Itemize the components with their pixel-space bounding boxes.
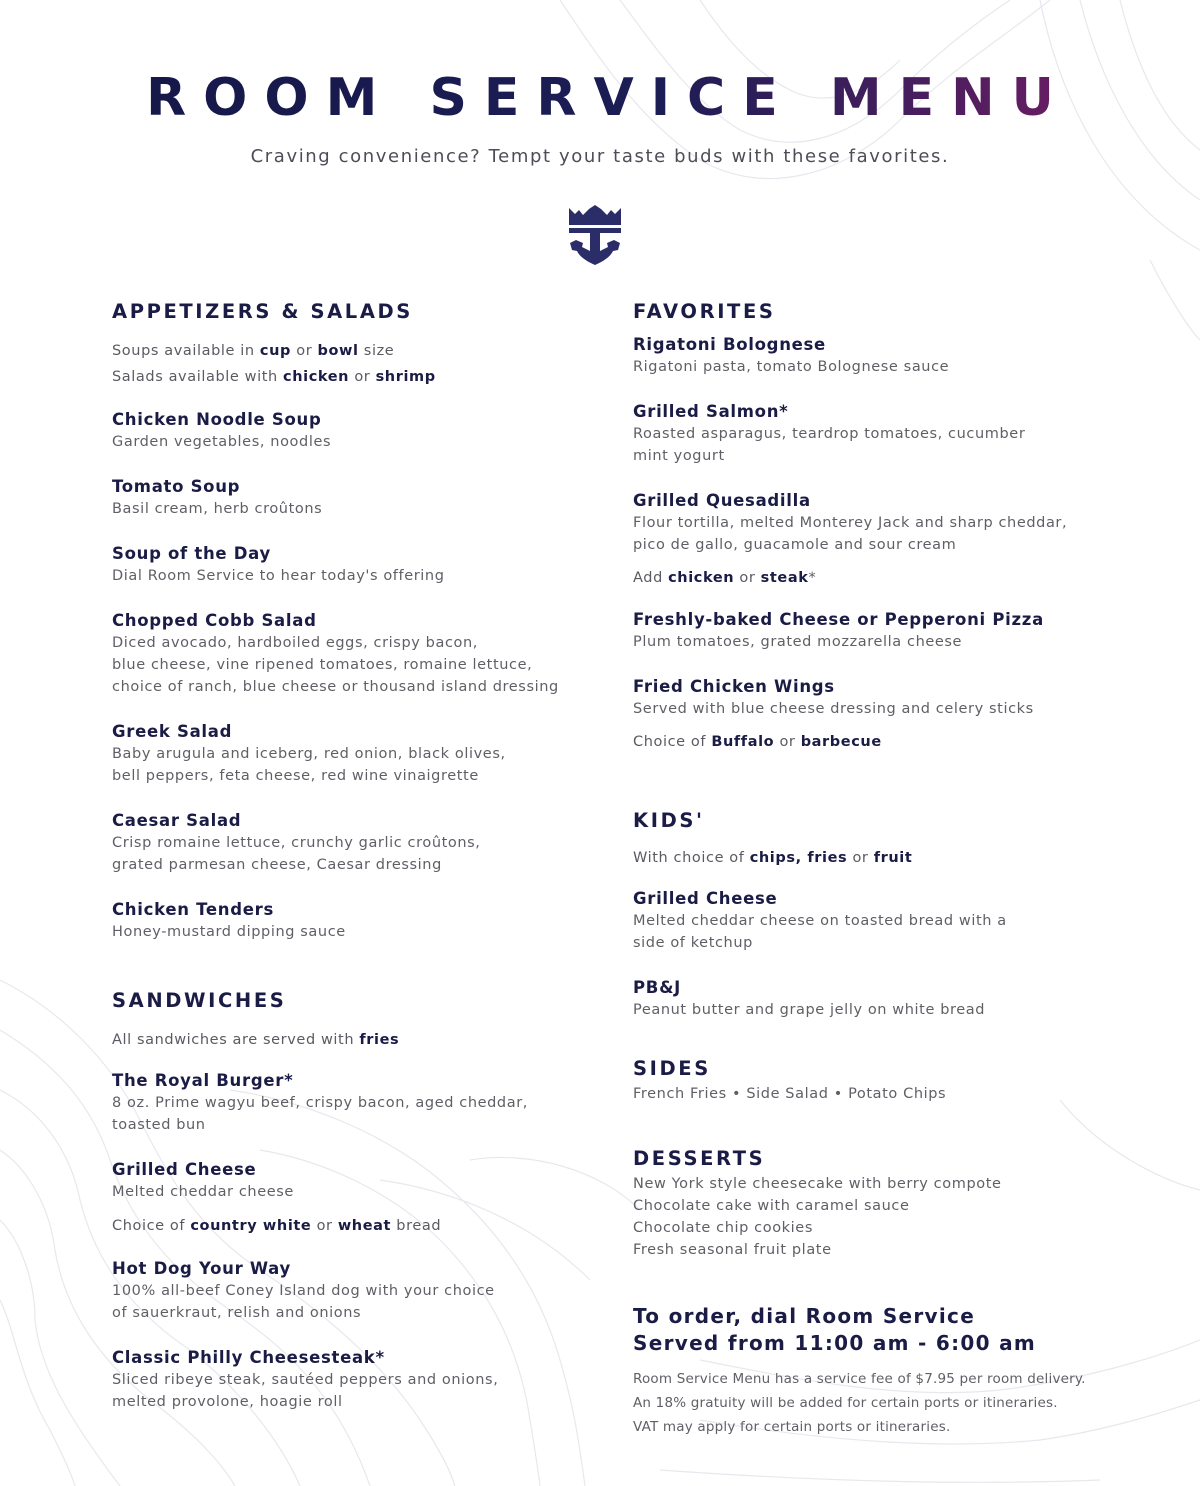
dessert-item: Chocolate cake with caramel sauce: [633, 1198, 910, 1214]
item-description: toasted bun: [112, 1117, 206, 1133]
menu-item: [112, 475, 572, 520]
section-heading: FAVORITES: [633, 300, 776, 323]
item-description: 100% all-beef Coney Island dog with your choice: [112, 1283, 495, 1299]
menu-item: [112, 542, 572, 587]
dessert-item: New York style cheesecake with berry compote: [633, 1176, 1002, 1192]
section-heading: APPETIZERS & SALADS: [112, 300, 413, 323]
item-description: side of ketchup: [633, 935, 753, 951]
gratuity-note: An 18% gratuity will be added for certain ports or itineraries.: [633, 1395, 1058, 1411]
order-instructions: To order, dial Room Service: [633, 1304, 976, 1328]
section-heading: SIDES: [633, 1057, 711, 1080]
item-description: Garden vegetables, noodles: [112, 434, 332, 450]
item-name: Soup of the Day: [112, 544, 271, 563]
menu-item: [633, 887, 1113, 954]
vat-note: VAT may apply for certain ports or itineraries.: [633, 1419, 951, 1435]
item-description: Flour tortilla, melted Monterey Jack and sharp cheddar,: [633, 515, 1068, 531]
section-kids: [633, 807, 1113, 1021]
sides-list: French Fries • Side Salad • Potato Chips: [633, 1086, 947, 1102]
service-fee-note: Room Service Menu has a service fee of $7.95 per room delivery.: [633, 1371, 1086, 1387]
menu-item: [633, 976, 1113, 1021]
item-description: Served with blue cheese dressing and celery sticks: [633, 701, 1034, 717]
dessert-item: Fresh seasonal fruit plate: [633, 1242, 832, 1258]
item-description: mint yogurt: [633, 448, 725, 464]
sauce-choice-note: Choice of Buffalo or barbecue: [633, 734, 882, 750]
dessert-item: Chocolate chip cookies: [633, 1220, 813, 1236]
menu-item: [633, 333, 1113, 378]
menu-item: [633, 608, 1113, 653]
salad-protein-note: Salads available with chicken or shrimp: [112, 369, 436, 385]
left-column: [112, 298, 572, 1413]
item-description: Dial Room Service to hear today's offering: [112, 568, 445, 584]
item-description: of sauerkraut, relish and onions: [112, 1305, 362, 1321]
menu-item: [112, 898, 572, 943]
item-name: Hot Dog Your Way: [112, 1259, 291, 1278]
item-description: Crisp romaine lettuce, crunchy garlic croûtons,: [112, 835, 481, 851]
section-desserts: [633, 1145, 1113, 1261]
item-name: Grilled Cheese: [112, 1160, 257, 1179]
sandwich-fries-note: All sandwiches are served with fries: [112, 1032, 400, 1048]
menu-item: [112, 609, 572, 698]
section-ordering-info: [633, 1303, 1113, 1439]
item-name: Freshly-baked Cheese or Pepperoni Pizza: [633, 610, 1044, 629]
item-description: Melted cheddar cheese on toasted bread with a: [633, 913, 1007, 929]
menu-item: [112, 1069, 572, 1136]
kids-side-note: With choice of chips, fries or fruit: [633, 850, 913, 866]
menu-item: [633, 400, 1113, 467]
section-heading: KIDS': [633, 809, 705, 832]
item-name: PB&J: [633, 978, 681, 997]
item-description: Basil cream, herb croûtons: [112, 501, 323, 517]
section-appetizers-salads: [112, 298, 572, 943]
item-name: Chicken Noodle Soup: [112, 410, 322, 429]
item-name: Chopped Cobb Salad: [112, 611, 317, 630]
item-description: Roasted asparagus, teardrop tomatoes, cucumber: [633, 426, 1026, 442]
section-sandwiches: [112, 987, 572, 1413]
item-description: Plum tomatoes, grated mozzarella cheese: [633, 634, 963, 650]
menu-item: [112, 408, 572, 453]
section-heading: SANDWICHES: [112, 989, 287, 1012]
bread-choice-note: Choice of country white or wheat bread: [112, 1218, 442, 1234]
item-description: 8 oz. Prime wagyu beef, crispy bacon, aged cheddar,: [112, 1095, 528, 1111]
item-description: Sliced ribeye steak, sautéed peppers and onions,: [112, 1372, 499, 1388]
item-description: choice of ranch, blue cheese or thousand island dressing: [112, 679, 559, 695]
menu-item: [112, 809, 572, 876]
section-sides: [633, 1055, 1113, 1105]
item-description: Peanut butter and grape jelly on white bread: [633, 1002, 986, 1018]
menu-item: [112, 1257, 572, 1324]
add-protein-note: Add chicken or steak*: [633, 570, 817, 586]
menu-item: [112, 1158, 572, 1239]
item-description: Baby arugula and iceberg, red onion, black olives,: [112, 746, 506, 762]
menu-item: [112, 720, 572, 787]
item-name: Grilled Quesadilla: [633, 491, 811, 510]
crown-anchor-logo-icon: [566, 205, 624, 265]
item-description: Rigatoni pasta, tomato Bolognese sauce: [633, 359, 950, 375]
item-description: grated parmesan cheese, Caesar dressing: [112, 857, 442, 873]
menu-item: [112, 1346, 572, 1413]
item-description: bell peppers, feta cheese, red wine vinaigrette: [112, 768, 479, 784]
right-column: [633, 298, 1113, 1439]
menu-item: [633, 675, 1113, 755]
soup-size-note: Soups available in cup or bowl size: [112, 343, 395, 359]
item-name: Greek Salad: [112, 722, 233, 741]
item-description: melted provolone, hoagie roll: [112, 1394, 343, 1410]
section-heading: DESSERTS: [633, 1147, 766, 1170]
item-name: Fried Chicken Wings: [633, 677, 835, 696]
page-subtitle: Craving convenience? Tempt your taste buds with these favorites.: [250, 146, 950, 167]
item-name: Rigatoni Bolognese: [633, 335, 826, 354]
menu-item: [633, 489, 1113, 591]
item-description: Diced avocado, hardboiled eggs, crispy bacon,: [112, 635, 478, 651]
item-description: pico de gallo, guacamole and sour cream: [633, 537, 957, 553]
section-favorites: [633, 298, 1113, 755]
item-name: Classic Philly Cheesesteak*: [112, 1348, 385, 1367]
item-name: Grilled Cheese: [633, 889, 778, 908]
item-name: Caesar Salad: [112, 811, 242, 830]
item-name: Grilled Salmon*: [633, 402, 789, 421]
item-name: The Royal Burger*: [112, 1071, 294, 1090]
item-description: Honey-mustard dipping sauce: [112, 924, 346, 940]
item-name: Tomato Soup: [112, 477, 241, 496]
item-description: Melted cheddar cheese: [112, 1184, 294, 1200]
service-hours: Served from 11:00 am - 6:00 am: [633, 1331, 1037, 1355]
item-name: Chicken Tenders: [112, 900, 274, 919]
page-title: ROOM SERVICE MENU: [146, 68, 1071, 128]
item-description: blue cheese, vine ripened tomatoes, romaine lettuce,: [112, 657, 533, 673]
